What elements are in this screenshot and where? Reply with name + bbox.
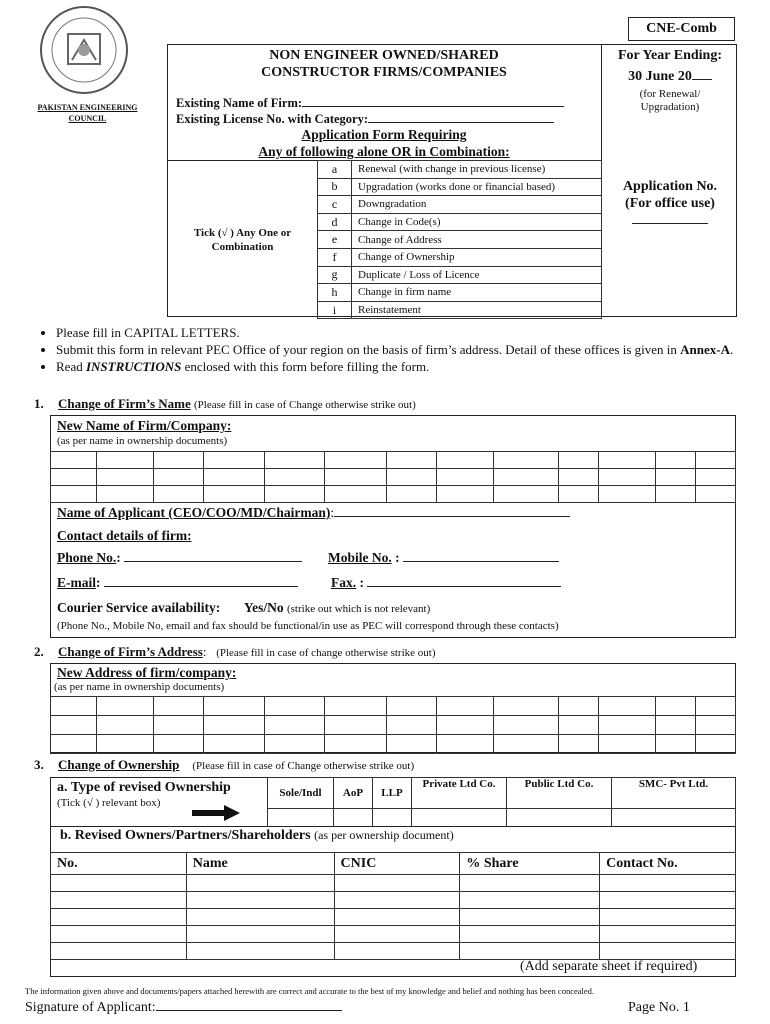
grid-cell[interactable] [599,697,656,716]
grid-cell[interactable] [387,486,437,503]
year-note: (for Renewal/ Upgradation) [639,88,701,113]
option-text: Duplicate / Loss of Licence [352,266,602,284]
org-name: PAKISTAN ENGINEERING COUNCIL [37,103,138,123]
grid-cell[interactable] [51,452,97,469]
owners-cell[interactable] [51,909,187,926]
type-sole: Sole/Indl [268,778,334,809]
owners-column-header: Contact No. [600,853,736,875]
option-text: Change in Code(s) [352,213,602,231]
fax-field[interactable]: Fax. : [331,575,561,591]
grid-cell[interactable] [97,486,154,503]
applicant-field[interactable]: Name of Applicant (CEO/COO/MD/Chairman): [57,505,570,521]
grid-cell[interactable] [494,735,559,754]
existing-license-field[interactable]: Existing License No. with Category: [176,112,554,127]
grid-cell[interactable] [51,716,97,735]
grid-cell[interactable] [696,486,736,503]
option-row[interactable] [318,248,602,266]
option-text: Upgradation (works done or financial based) [352,178,602,196]
grid-cell[interactable] [265,469,325,486]
grid-cell[interactable] [656,735,696,754]
owners-column-header: Name [186,853,334,875]
grid-cell[interactable] [325,716,387,735]
new-address-grid[interactable] [50,696,736,754]
grid-cell[interactable] [494,716,559,735]
existing-name-field[interactable]: Existing Name of Firm: [176,96,564,111]
grid-cell[interactable] [325,452,387,469]
page-number: Page No. 1 [628,1000,690,1015]
section3-number: 3. [34,757,44,772]
option-letter: c [318,196,352,214]
tick-box-smc[interactable] [612,809,736,827]
grid-cell[interactable] [97,469,154,486]
option-letter: b [318,178,352,196]
options-table [317,160,602,319]
owners-cell[interactable] [460,926,600,943]
grid-cell[interactable] [154,452,204,469]
grid-cell[interactable] [51,697,97,716]
grid-cell[interactable] [599,735,656,754]
grid-cell[interactable] [599,486,656,503]
year-label: For Year Ending: [618,48,722,63]
declaration: The information given above and documents/papers attached herewith are correct and accurate to the best of my knowledge and belief and nothing has been concealed. [25,986,595,996]
grid-cell[interactable] [204,697,265,716]
option-text: Downgradation [352,196,602,214]
contact-label: Contact details of firm: [57,528,192,543]
option-text: Change in firm name [352,284,602,302]
grid-cell[interactable] [437,735,494,754]
tick-box-private[interactable] [412,809,507,827]
owners-cell[interactable] [186,909,334,926]
grid-cell[interactable] [437,469,494,486]
tick-label: Tick (√ ) Any One or Combination [193,227,292,253]
app-form-line1: Application Form Requiring [301,127,467,142]
grid-cell[interactable] [696,697,736,716]
instruction-2: • Submit this form in relevant PEC Office of your region on the basis of firm’s address. Detail of these offices is given in Annex-A. [56,341,734,358]
owners-cell[interactable] [334,909,460,926]
owners-cell[interactable] [334,943,460,960]
grid-cell[interactable] [204,735,265,754]
grid-cell[interactable] [51,486,97,503]
owners-cell[interactable] [334,875,460,892]
section2-number: 2. [34,644,44,659]
section1-number: 1. [34,396,44,411]
option-row[interactable] [318,301,602,319]
grid-cell[interactable] [387,452,437,469]
owners-row [51,926,736,943]
grid-cell[interactable] [494,486,559,503]
owners-cell[interactable] [600,875,736,892]
ownership-type-table [267,777,736,827]
owners-cell[interactable] [186,892,334,909]
grid-cell[interactable] [437,697,494,716]
grid-cell[interactable] [559,469,599,486]
grid-cell[interactable] [204,469,265,486]
grid-cell[interactable] [265,716,325,735]
option-letter: h [318,284,352,302]
mobile-field[interactable]: Mobile No. : [328,550,559,566]
grid-cell[interactable] [656,452,696,469]
owners-cell[interactable] [460,875,600,892]
signature-field[interactable]: Signature of Applicant: [25,1000,342,1016]
grid-cell[interactable] [437,452,494,469]
grid-cell[interactable] [437,716,494,735]
owners-column-header: % Share [460,853,600,875]
year-field[interactable]: 30 June 20 [603,69,737,85]
form-code: CNE-Comb [628,17,735,41]
grid-cell[interactable] [559,452,599,469]
ownership-type-label: a. Type of revised Ownership [57,780,231,795]
ownership-type-note: (Tick (√ ) relevant box) [57,797,161,809]
grid-cell[interactable] [599,452,656,469]
tick-box-llp[interactable] [373,809,412,827]
owners-table [50,852,736,960]
grid-cell[interactable] [387,716,437,735]
tick-box-sole[interactable] [268,809,334,827]
owners-column-header: No. [51,853,187,875]
owners-cell[interactable] [600,926,736,943]
grid-cell[interactable] [494,697,559,716]
owners-row [51,943,736,960]
option-text: Renewal (with change in previous license) [352,161,602,179]
grid-cell[interactable] [559,735,599,754]
instructions [34,324,734,375]
option-letter: d [318,213,352,231]
grid-cell[interactable] [154,469,204,486]
grid-cell[interactable] [204,486,265,503]
option-row[interactable] [318,231,602,249]
section1-heading: Change of Firm’s Name (Please fill in case of Change otherwise strike out) [58,396,416,411]
grid-cell[interactable] [696,716,736,735]
owners-cell[interactable] [460,892,600,909]
grid-cell[interactable] [696,452,736,469]
owners-cell[interactable] [600,909,736,926]
grid-cell[interactable] [51,735,97,754]
grid-cell[interactable] [154,735,204,754]
owners-cell[interactable] [460,943,600,960]
owners-cell[interactable] [334,892,460,909]
add-sheet-note: (Add separate sheet if required) [520,959,698,974]
grid-cell[interactable] [154,486,204,503]
option-row[interactable] [318,178,602,196]
grid-cell[interactable] [51,469,97,486]
new-name-note: (as per name in ownership documents) [57,435,228,447]
grid-cell[interactable] [204,716,265,735]
owners-heading: b. Revised Owners/Partners/Shareholders (as per ownership document) [60,828,454,843]
owners-cell[interactable] [51,926,187,943]
grid-cell[interactable] [265,697,325,716]
page-title: NON ENGINEER OWNED/SHARED CONSTRUCTOR FIRMS/COMPANIES [261,48,507,80]
grid-cell[interactable] [494,452,559,469]
option-text: Reinstatement [352,301,602,319]
new-name-label: New Name of Firm/Company: [57,418,232,433]
phone-field[interactable]: Phone No.: [57,550,302,566]
section2-heading: Change of Firm’s Address: (Please fill in case of change otherwise strike out) [58,644,436,659]
option-letter: g [318,266,352,284]
grid-cell[interactable] [387,735,437,754]
new-address-note: (as per name in ownership documents) [54,681,225,693]
owners-cell[interactable] [51,943,187,960]
option-row[interactable] [318,196,602,214]
option-letter: a [318,161,352,179]
grid-cell[interactable] [437,486,494,503]
grid-cell[interactable] [696,735,736,754]
owners-cell[interactable] [186,926,334,943]
grid-cell[interactable] [599,716,656,735]
grid-cell[interactable] [325,697,387,716]
section3-heading: Change of Ownership (Please fill in case of Change otherwise strike out) [58,757,415,772]
option-row[interactable] [318,161,602,179]
courier-field[interactable]: Courier Service availability: Yes/No (strike out which is not relevant) [57,600,431,615]
owners-cell[interactable] [186,875,334,892]
app-form-line2: Any of following alone OR in Combination: [258,144,510,159]
owners-cell[interactable] [51,892,187,909]
email-field[interactable]: E-mail: [57,575,298,591]
option-letter: i [318,301,352,319]
option-letter: e [318,231,352,249]
new-address-label: New Address of firm/company: [57,665,237,680]
tick-box-public[interactable] [507,809,612,827]
grid-cell[interactable] [154,697,204,716]
owners-row [51,909,736,926]
owners-cell[interactable] [51,875,187,892]
grid-cell[interactable] [656,716,696,735]
grid-cell[interactable] [265,735,325,754]
tick-box-aop[interactable] [334,809,373,827]
option-row[interactable] [318,284,602,302]
grid-cell[interactable] [559,486,599,503]
owners-row [51,875,736,892]
grid-cell[interactable] [387,469,437,486]
grid-cell[interactable] [559,716,599,735]
arrow-right-icon [192,805,240,826]
grid-cell[interactable] [97,452,154,469]
owners-column-header: CNIC [334,853,460,875]
grid-cell[interactable] [656,697,696,716]
grid-cell[interactable] [265,486,325,503]
type-private: Private Ltd Co. [412,778,507,809]
owners-cell[interactable] [186,943,334,960]
option-text: Change of Ownership [352,248,602,266]
grid-cell[interactable] [559,697,599,716]
application-no: Application No. (For office use) [603,178,737,229]
grid-cell[interactable] [325,469,387,486]
grid-cell[interactable] [656,469,696,486]
grid-cell[interactable] [599,469,656,486]
owners-cell[interactable] [334,926,460,943]
owners-cell[interactable] [460,909,600,926]
option-row[interactable] [318,213,602,231]
grid-cell[interactable] [204,452,265,469]
grid-cell[interactable] [97,716,154,735]
option-letter: f [318,248,352,266]
grid-cell[interactable] [494,469,559,486]
grid-cell[interactable] [325,735,387,754]
grid-cell[interactable] [97,735,154,754]
owners-row [51,892,736,909]
pec-seal-icon [38,4,130,96]
grid-cell[interactable] [325,486,387,503]
type-llp: LLP [373,778,412,809]
new-name-grid[interactable] [50,451,736,503]
contact-note: (Phone No., Mobile No, email and fax should be functional/in use as PEC will correspond through these contacts) [57,620,559,632]
grid-cell[interactable] [265,452,325,469]
option-row[interactable] [318,266,602,284]
grid-cell[interactable] [97,697,154,716]
type-smc: SMC- Pvt Ltd. [612,778,736,809]
instruction-3: • Read INSTRUCTIONS enclosed with this form before filling the form. [56,358,734,375]
option-text: Change of Address [352,231,602,249]
grid-cell[interactable] [656,486,696,503]
type-public: Public Ltd Co. [507,778,612,809]
grid-cell[interactable] [154,716,204,735]
grid-cell[interactable] [387,697,437,716]
grid-cell[interactable] [696,469,736,486]
instruction-1: • Please fill in CAPITAL LETTERS. [56,324,734,341]
type-aop: AoP [334,778,373,809]
owners-cell[interactable] [600,892,736,909]
owners-cell[interactable] [600,943,736,960]
